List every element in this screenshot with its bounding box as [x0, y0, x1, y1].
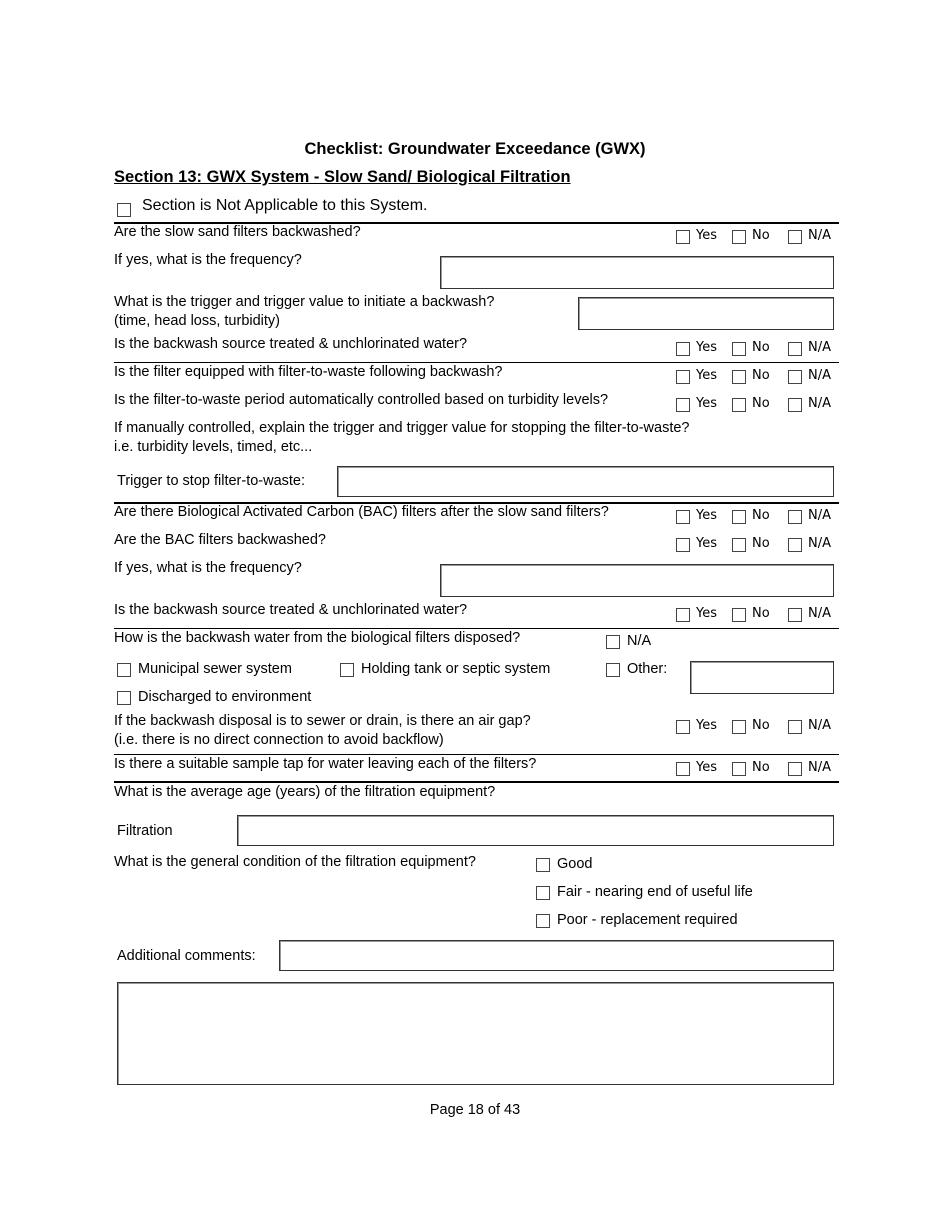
yes-label: Yes	[696, 340, 717, 355]
no-label: No	[752, 760, 770, 775]
comments-input[interactable]	[279, 940, 834, 971]
na-checkbox[interactable]	[788, 398, 802, 412]
disposal-na-label: N/A	[627, 633, 652, 649]
yes-label: Yes	[696, 760, 717, 775]
yes-label: Yes	[696, 368, 717, 383]
filtration-age-input[interactable]	[237, 815, 834, 846]
no-checkbox[interactable]	[732, 608, 746, 622]
na-checkbox[interactable]	[788, 510, 802, 524]
question-trigger-line2: (time, head loss, turbidity)	[114, 313, 281, 329]
no-checkbox[interactable]	[732, 342, 746, 356]
na-checkbox[interactable]	[788, 370, 802, 384]
section-heading: Section 13: GWX System - Slow Sand/ Biological Filtration	[114, 168, 571, 186]
page-title: Checklist: Groundwater Exceedance (GWX)	[304, 140, 646, 158]
fair-checkbox[interactable]	[536, 886, 550, 900]
question-condition: What is the general condition of the filtration equipment?	[114, 854, 476, 870]
question-manual-trigger-line2: i.e. turbidity levels, timed, etc...	[114, 439, 313, 455]
na-label: N/A	[808, 396, 831, 411]
other-input[interactable]	[690, 661, 834, 694]
good-checkbox[interactable]	[536, 858, 550, 872]
trigger-input[interactable]	[578, 297, 834, 330]
not-applicable-label: Section is Not Applicable to this System.	[142, 197, 428, 214]
other-label: Other:	[627, 661, 668, 677]
no-label: No	[752, 228, 770, 243]
question-air-gap-line1: If the backwash disposal is to sewer or drain, is there an air gap?	[114, 713, 531, 729]
bac-frequency-input[interactable]	[440, 564, 834, 597]
no-checkbox[interactable]	[732, 538, 746, 552]
environment-checkbox[interactable]	[117, 691, 131, 705]
yes-label: Yes	[696, 718, 717, 733]
question-average-age: What is the average age (years) of the filtration equipment?	[114, 784, 496, 800]
na-checkbox[interactable]	[788, 342, 802, 356]
yes-checkbox[interactable]	[676, 342, 690, 356]
frequency-input[interactable]	[440, 256, 834, 289]
yes-checkbox[interactable]	[676, 370, 690, 384]
question-auto-control: Is the filter-to-waste period automatically controlled based on turbidity levels?	[114, 392, 609, 408]
holding-tank-checkbox[interactable]	[340, 663, 354, 677]
no-label: No	[752, 396, 770, 411]
yes-checkbox[interactable]	[676, 510, 690, 524]
question-bac-backwash-source: Is the backwash source treated & unchlorinated water?	[114, 602, 468, 618]
na-label: N/A	[808, 508, 831, 523]
na-label: N/A	[808, 606, 831, 621]
no-label: No	[752, 368, 770, 383]
na-checkbox[interactable]	[788, 762, 802, 776]
divider	[114, 628, 839, 629]
question-manual-trigger-line1: If manually controlled, explain the trigger and trigger value for stopping the filter-to-waste?	[114, 420, 690, 436]
page-number: Page 18 of 43	[429, 1102, 521, 1118]
yes-label: Yes	[696, 396, 717, 411]
no-checkbox[interactable]	[732, 510, 746, 524]
good-label: Good	[557, 856, 593, 872]
no-checkbox[interactable]	[732, 762, 746, 776]
yes-checkbox[interactable]	[676, 398, 690, 412]
yes-checkbox[interactable]	[676, 608, 690, 622]
sewer-checkbox[interactable]	[117, 663, 131, 677]
fair-label: Fair - nearing end of useful life	[557, 884, 753, 900]
divider	[114, 754, 839, 755]
comments-label: Additional comments:	[117, 948, 256, 964]
trigger-stop-label: Trigger to stop filter-to-waste:	[117, 473, 306, 489]
disposal-na-checkbox[interactable]	[606, 635, 620, 649]
no-checkbox[interactable]	[732, 230, 746, 244]
filtration-label: Filtration	[117, 823, 173, 839]
no-label: No	[752, 508, 770, 523]
no-checkbox[interactable]	[732, 398, 746, 412]
not-applicable-checkbox[interactable]	[117, 203, 131, 217]
question-bac-filters: Are there Biological Activated Carbon (BAC) filters after the slow sand filters?	[114, 504, 609, 520]
holding-tank-label: Holding tank or septic system	[361, 661, 551, 677]
yes-checkbox[interactable]	[676, 762, 690, 776]
na-label: N/A	[808, 340, 831, 355]
question-trigger-line1: What is the trigger and trigger value to initiate a backwash?	[114, 294, 495, 310]
poor-label: Poor - replacement required	[557, 912, 738, 928]
question-bac-frequency: If yes, what is the frequency?	[114, 560, 302, 576]
no-label: No	[752, 718, 770, 733]
no-checkbox[interactable]	[732, 720, 746, 734]
question-filter-to-waste: Is the filter equipped with filter-to-waste following backwash?	[114, 364, 503, 380]
na-label: N/A	[808, 368, 831, 383]
na-label: N/A	[808, 760, 831, 775]
na-checkbox[interactable]	[788, 230, 802, 244]
poor-checkbox[interactable]	[536, 914, 550, 928]
yes-label: Yes	[696, 606, 717, 621]
yes-label: Yes	[696, 536, 717, 551]
question-air-gap-line2: (i.e. there is no direct connection to avoid backflow)	[114, 732, 444, 748]
no-checkbox[interactable]	[732, 370, 746, 384]
na-checkbox[interactable]	[788, 608, 802, 622]
yes-checkbox[interactable]	[676, 720, 690, 734]
question-sample-tap: Is there a suitable sample tap for water leaving each of the filters?	[114, 756, 537, 772]
na-checkbox[interactable]	[788, 720, 802, 734]
yes-label: Yes	[696, 228, 717, 243]
na-label: N/A	[808, 536, 831, 551]
yes-checkbox[interactable]	[676, 230, 690, 244]
yes-label: Yes	[696, 508, 717, 523]
no-label: No	[752, 536, 770, 551]
divider	[114, 362, 839, 363]
question-bac-backwashed: Are the BAC filters backwashed?	[114, 532, 326, 548]
question-backwashed: Are the slow sand filters backwashed?	[114, 224, 361, 240]
question-disposal: How is the backwash water from the biological filters disposed?	[114, 630, 521, 646]
trigger-stop-input[interactable]	[337, 466, 834, 497]
environment-label: Discharged to environment	[138, 689, 312, 705]
sewer-label: Municipal sewer system	[138, 661, 292, 677]
na-label: N/A	[808, 228, 831, 243]
na-checkbox[interactable]	[788, 538, 802, 552]
comments-textarea[interactable]	[117, 982, 834, 1085]
question-backwash-source: Is the backwash source treated & unchlorinated water?	[114, 336, 468, 352]
no-label: No	[752, 340, 770, 355]
divider	[114, 781, 839, 783]
other-checkbox[interactable]	[606, 663, 620, 677]
na-label: N/A	[808, 718, 831, 733]
yes-checkbox[interactable]	[676, 538, 690, 552]
question-frequency: If yes, what is the frequency?	[114, 252, 302, 268]
no-label: No	[752, 606, 770, 621]
